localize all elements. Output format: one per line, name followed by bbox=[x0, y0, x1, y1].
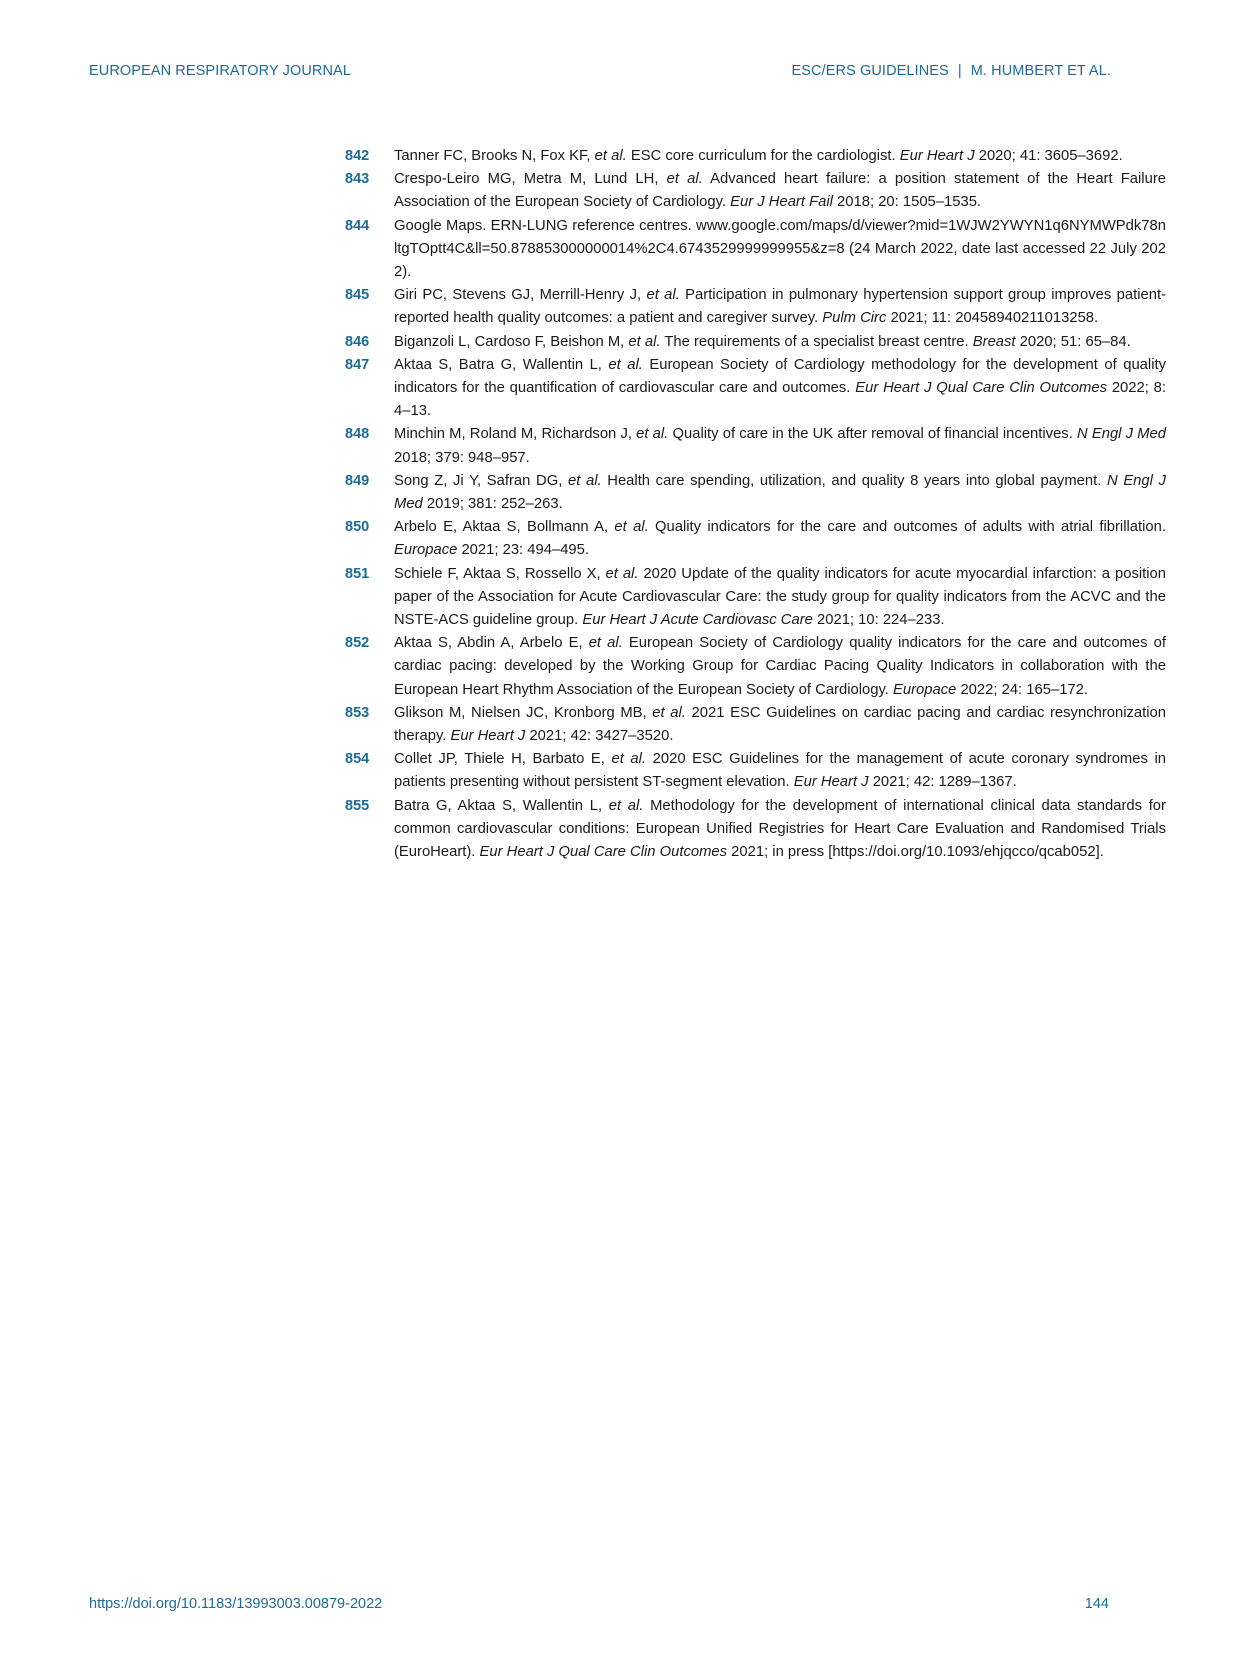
reference-title: Quality indicators for the care and outcomes of adults with atrial fibrillation. bbox=[648, 519, 1166, 536]
reference-details: 2018; 20: 1505–1535. bbox=[832, 194, 982, 211]
reference-item bbox=[345, 145, 1166, 168]
reference-item bbox=[345, 748, 1166, 794]
reference-details: 2021; 23: 494–495. bbox=[457, 542, 589, 559]
reference-item bbox=[345, 702, 1166, 748]
reference-authors: Collet JP, Thiele H, Barbato E, bbox=[394, 751, 612, 768]
reference-journal: N Engl J Med bbox=[1076, 426, 1166, 443]
reference-journal: Eur Heart J Qual Care Clin Outcomes bbox=[855, 380, 1107, 397]
et-al: et al. bbox=[608, 797, 644, 814]
reference-title: European Society of Cardiology methodology for the development of quality indicators for the quantification of cardiovascular care and outcomes. bbox=[394, 356, 1166, 397]
reference-item bbox=[345, 354, 1166, 424]
reference-details: 2020; 51: 65–84. bbox=[1015, 333, 1131, 350]
reference-title: ESC core curriculum for the cardiologist. bbox=[626, 148, 900, 164]
reference-text[interactable]: Google Maps. ERN-LUNG reference centres. www.google.com/maps/d/viewer?mid=1WJW2YWYN1q6NYMWPdk78nltgTOptt4C&ll=50.878853000000014%2C4.6743529999999955&z=8 (24 March 2022, date last accessed 22 July 2022). bbox=[394, 217, 1166, 281]
reference-details: 2022; 8: 4–13. bbox=[394, 380, 1167, 420]
reference-journal: N Engl J Med bbox=[394, 472, 1166, 513]
reference-details: 2020; 41: 3605–3692. bbox=[974, 148, 1123, 164]
et-al: et al. bbox=[588, 635, 623, 652]
et-al: et al. bbox=[628, 333, 661, 350]
reference-journal: Eur Heart J bbox=[899, 148, 975, 164]
header-separator: | bbox=[957, 63, 962, 79]
reference-journal: Eur Heart J bbox=[793, 774, 869, 791]
reference-title: European Society of Cardiology quality indicators for the care and outcomes of cardiac pacing: developed by the Working Group for Cardiac Pacing Quality Indicators in collaboration with the European Heart Rhythm Association of the European Society of Cardiology. bbox=[394, 635, 1166, 698]
reference-item bbox=[345, 516, 1166, 562]
reference-number: 843 bbox=[345, 171, 370, 188]
reference-number: 845 bbox=[345, 287, 370, 304]
et-al: et al. bbox=[636, 426, 669, 443]
reference-number: 851 bbox=[345, 565, 370, 582]
authors: M. HUMBERT ET AL. bbox=[970, 63, 1111, 79]
running-header bbox=[792, 63, 1112, 79]
reference-number: 850 bbox=[345, 519, 370, 536]
reference-item bbox=[345, 331, 1166, 354]
reference-details: 2021; 42: 3427–3520. bbox=[525, 728, 674, 745]
reference-authors: Biganzoli L, Cardoso F, Beishon M, bbox=[394, 333, 629, 350]
reference-number: 844 bbox=[345, 217, 370, 234]
et-al: et al. bbox=[611, 751, 647, 768]
et-al: et al. bbox=[614, 519, 649, 536]
section-title: ESC/ERS GUIDELINES bbox=[791, 63, 949, 79]
et-al: et al. bbox=[567, 472, 602, 489]
et-al: et al. bbox=[605, 565, 639, 582]
et-al: et al. bbox=[594, 148, 627, 164]
reference-details: 2022; 24: 165–172. bbox=[956, 681, 1088, 698]
reference-authors: Batra G, Aktaa S, Wallentin L, bbox=[394, 797, 609, 814]
reference-item bbox=[345, 632, 1166, 702]
reference-authors: Song Z, Ji Y, Safran DG, bbox=[394, 472, 568, 489]
reference-title: 2020 ESC Guidelines for the management of acute coronary syndromes in patients presenting without persistent ST-segment elevation. bbox=[394, 751, 1166, 791]
reference-title: Participation in pulmonary hypertension support group improves patient-reported health quality outcomes: a patient and caregiver survey. bbox=[394, 287, 1166, 327]
reference-journal: Eur J Heart Fail bbox=[730, 194, 833, 211]
reference-authors: Aktaa S, Batra G, Wallentin L, bbox=[394, 356, 609, 373]
doi-link[interactable]: https://doi.org/10.1183/13993003.00879-2022 bbox=[89, 1596, 383, 1612]
reference-authors: Glikson M, Nielsen JC, Kronborg MB, bbox=[394, 704, 653, 721]
et-al: et al. bbox=[666, 171, 703, 188]
reference-journal: Pulm Circ bbox=[822, 310, 887, 327]
reference-authors: Tanner FC, Brooks N, Fox KF, bbox=[394, 148, 595, 164]
reference-details: 2021; in press [https://doi.org/10.1093/ehjqcco/qcab052]. bbox=[727, 844, 1104, 861]
reference-number: 848 bbox=[345, 426, 370, 443]
reference-number: 847 bbox=[345, 356, 370, 373]
reference-title: The requirements of a specialist breast centre. bbox=[660, 333, 973, 350]
reference-journal: Europace bbox=[394, 542, 458, 559]
reference-authors: Schiele F, Aktaa S, Rossello X, bbox=[394, 565, 606, 582]
reference-number: 849 bbox=[345, 472, 370, 489]
reference-item bbox=[345, 168, 1166, 214]
reference-list bbox=[345, 145, 1166, 864]
reference-journal: Eur Heart J Qual Care Clin Outcomes bbox=[479, 844, 728, 861]
reference-item bbox=[345, 215, 1166, 285]
reference-journal: Eur Heart J bbox=[450, 728, 526, 745]
reference-authors: Minchin M, Roland M, Richardson J, bbox=[394, 426, 637, 443]
reference-number: 842 bbox=[345, 148, 370, 164]
reference-number: 854 bbox=[345, 751, 370, 768]
reference-title: 2021 ESC Guidelines on cardiac pacing and cardiac resynchronization therapy. bbox=[394, 704, 1166, 745]
reference-journal: Eur Heart J Acute Cardiovasc Care bbox=[582, 612, 813, 629]
journal-title: EUROPEAN RESPIRATORY JOURNAL bbox=[89, 63, 351, 79]
reference-item bbox=[345, 423, 1166, 469]
reference-authors: Arbelo E, Aktaa S, Bollmann A, bbox=[394, 519, 615, 536]
reference-number: 855 bbox=[345, 797, 370, 814]
reference-authors: Crespo-Leiro MG, Metra M, Lund LH, bbox=[394, 171, 667, 188]
reference-item bbox=[345, 470, 1166, 516]
reference-details: 2018; 379: 948–957. bbox=[394, 449, 530, 466]
reference-number: 846 bbox=[345, 333, 370, 350]
reference-journal: Europace bbox=[893, 681, 957, 698]
reference-title: Quality of care in the UK after removal of financial incentives. bbox=[668, 426, 1077, 443]
reference-number: 852 bbox=[345, 635, 370, 652]
page-number: 144 bbox=[1084, 1596, 1109, 1612]
reference-title: Methodology for the development of international clinical data standards for common cardiovascular conditions: European Unified Registries for Heart Care Evaluation and Randomised Trials (EuroHeart). bbox=[394, 797, 1166, 861]
reference-details: 2021; 11: 20458940211013258. bbox=[886, 310, 1099, 327]
reference-title: Advanced heart failure: a position statement of the Heart Failure Association of the European Society of Cardiology. bbox=[394, 171, 1166, 211]
reference-number: 853 bbox=[345, 704, 370, 721]
reference-details: 2021; 42: 1289–1367. bbox=[868, 774, 1017, 791]
reference-journal: Breast bbox=[972, 333, 1016, 350]
et-al: et al. bbox=[652, 704, 686, 721]
reference-authors: Aktaa S, Abdin A, Arbelo E, bbox=[394, 635, 589, 652]
reference-item bbox=[345, 563, 1166, 633]
reference-title: 2020 Update of the quality indicators for acute myocardial infarction: a position paper of the Association for Acute Cardiovascular Care: the study group for quality indicators from the ACVC and the NSTE-ACS guideline group. bbox=[394, 565, 1166, 629]
et-al: et al. bbox=[646, 287, 680, 304]
et-al: et al. bbox=[608, 356, 643, 373]
reference-item bbox=[345, 284, 1166, 330]
reference-details: 2019; 381: 252–263. bbox=[422, 496, 563, 513]
reference-authors: Giri PC, Stevens GJ, Merrill-Henry J, bbox=[394, 287, 647, 304]
reference-title: Health care spending, utilization, and quality 8 years into global payment. bbox=[601, 472, 1107, 489]
reference-item bbox=[345, 795, 1166, 865]
reference-details: 2021; 10: 224–233. bbox=[812, 612, 945, 629]
